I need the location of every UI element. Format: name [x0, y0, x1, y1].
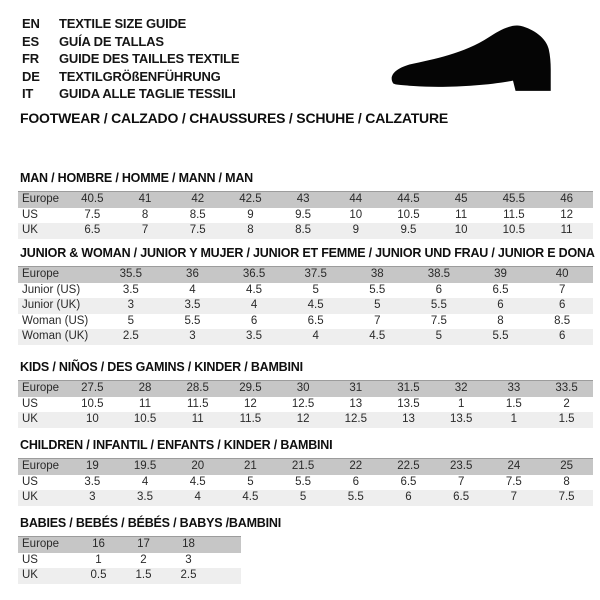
- section-title: CHILDREN / INFANTIL / ENFANTS / KINDER / BAMBINI: [20, 438, 333, 452]
- size-value: 38.5: [427, 268, 451, 280]
- size-value: 4.5: [307, 299, 324, 311]
- size-value: 10: [349, 208, 363, 221]
- size-value: 7.5: [84, 208, 101, 221]
- size-value: 11: [191, 413, 204, 425]
- size-value: 13.5: [397, 397, 420, 410]
- size-value: 12: [560, 208, 573, 221]
- size-value: 8: [497, 314, 504, 327]
- size-value: 11: [455, 208, 468, 221]
- region-label: Europe: [22, 193, 60, 205]
- size-row: [18, 329, 593, 345]
- size-value: 6: [435, 283, 443, 296]
- size-value: 40.5: [81, 193, 104, 205]
- size-value: 31: [349, 382, 363, 394]
- size-value: 1: [457, 397, 465, 410]
- language-code: DE: [22, 68, 40, 84]
- category-title: FOOTWEAR / CALZADO / CHAUSSURES / SCHUHE / CALZATURE: [20, 110, 449, 126]
- region-label: Europe: [22, 268, 60, 280]
- size-value: 5: [435, 330, 443, 342]
- size-value: 6: [352, 475, 359, 488]
- size-value: 11: [139, 397, 151, 410]
- size-value: 6.5: [307, 314, 324, 327]
- size-value: 40: [555, 268, 569, 280]
- size-value: 8: [141, 208, 149, 221]
- size-value: 4: [250, 299, 258, 311]
- size-value: 3.5: [122, 283, 139, 296]
- region-label: UK: [22, 491, 38, 503]
- language-guide-title: TEXTILGRÖßENFÜHRUNG: [59, 68, 221, 84]
- size-value: 12: [244, 397, 257, 410]
- size-value: 5.5: [369, 283, 386, 296]
- dress-shoe-icon: [386, 20, 590, 108]
- size-value: 7.5: [505, 475, 522, 488]
- size-value: 5.5: [492, 330, 509, 342]
- filler-cell: [211, 553, 241, 569]
- size-value: 46: [560, 193, 573, 205]
- language-code: EN: [22, 16, 40, 32]
- size-value: 4: [312, 330, 319, 342]
- size-value: 5: [312, 283, 319, 296]
- filler-cell: [211, 568, 241, 584]
- size-value: 5.5: [295, 475, 312, 488]
- size-value: 20: [191, 460, 205, 472]
- size-value: 25: [560, 460, 573, 472]
- size-value: 17: [137, 538, 150, 550]
- region-label: UK: [22, 413, 38, 425]
- size-value: 7: [457, 475, 465, 488]
- size-value: 5: [374, 299, 381, 311]
- size-row: [18, 298, 593, 314]
- size-value: 43: [296, 193, 310, 205]
- size-value: 6.5: [453, 491, 470, 503]
- language-row: [22, 68, 239, 86]
- region-label: Junior (UK): [22, 299, 81, 311]
- size-value: 41: [138, 193, 152, 205]
- size-value: 8: [563, 475, 570, 488]
- size-value: 5: [299, 491, 307, 503]
- size-value: 2.5: [180, 569, 197, 581]
- size-conversion-table: [18, 191, 593, 239]
- size-value: 7.5: [430, 314, 447, 327]
- language-guide-title: TEXTILE SIZE GUIDE: [59, 16, 187, 32]
- size-value: 33: [507, 382, 521, 394]
- language-guide-title: GUIDA ALLE TAGLIE TESSILI: [59, 86, 236, 102]
- size-row: [18, 314, 593, 330]
- size-value: 7: [141, 224, 149, 236]
- size-value: 42.5: [239, 193, 262, 205]
- size-value: 1.5: [135, 569, 152, 581]
- size-value: 4: [194, 491, 201, 503]
- size-value: 9: [247, 208, 254, 221]
- filler-cell: [211, 537, 241, 553]
- language-title-block: [22, 15, 239, 103]
- size-value: 3.5: [246, 330, 263, 342]
- size-value: 6: [497, 299, 504, 311]
- size-value: 1.5: [505, 397, 522, 410]
- size-value: 6: [558, 330, 566, 342]
- language-guide-title: GUÍA DE TALLAS: [59, 33, 164, 49]
- size-row: [18, 397, 593, 413]
- language-code: ES: [22, 33, 39, 49]
- size-conversion-table: [18, 458, 593, 506]
- europe-header-row: [18, 459, 593, 475]
- language-code: FR: [22, 51, 39, 67]
- size-value: 8.5: [189, 208, 206, 221]
- size-value: 12.5: [344, 413, 367, 425]
- size-value: 13.5: [449, 413, 473, 425]
- language-row: [22, 33, 239, 51]
- region-label: Europe: [22, 382, 60, 394]
- size-value: 7: [510, 491, 518, 503]
- size-value: 18: [182, 538, 195, 550]
- size-table-section: [18, 439, 593, 506]
- size-table-section: [18, 172, 593, 239]
- size-value: 45.5: [502, 193, 526, 205]
- size-value: 3: [189, 330, 196, 342]
- europe-header-row: [18, 537, 241, 553]
- size-row: [18, 208, 593, 224]
- size-value: 5.5: [184, 314, 201, 327]
- size-value: 7.5: [558, 491, 575, 503]
- size-value: 44: [349, 193, 363, 205]
- size-value: 24: [507, 460, 521, 472]
- size-value: 36.5: [242, 268, 266, 280]
- size-value: 7.5: [189, 224, 206, 236]
- section-title: MAN / HOMBRE / HOMME / MANN / MAN: [20, 171, 253, 185]
- europe-header-row: [18, 192, 593, 208]
- size-value: 37.5: [304, 268, 327, 280]
- size-value: 3: [89, 491, 96, 503]
- size-value: 10: [85, 413, 99, 425]
- size-value: 4: [189, 283, 196, 296]
- size-value: 27.5: [81, 382, 104, 394]
- size-value: 7: [374, 314, 381, 327]
- size-value: 12.5: [291, 397, 315, 410]
- size-value: 6.5: [84, 224, 101, 236]
- size-value: 1.5: [558, 413, 575, 425]
- size-value: 11.5: [239, 413, 262, 425]
- size-table-section: [18, 361, 593, 428]
- size-value: 6: [405, 491, 412, 503]
- size-value: 5: [127, 314, 135, 327]
- size-conversion-table: [18, 266, 593, 345]
- region-label: Woman (UK): [22, 330, 89, 342]
- region-label: US: [22, 475, 38, 488]
- size-value: 30: [296, 382, 310, 394]
- size-value: 9.5: [400, 224, 417, 236]
- language-code: IT: [22, 86, 34, 102]
- size-value: 21.5: [291, 460, 315, 472]
- size-value: 6.5: [492, 283, 509, 296]
- size-value: 22: [349, 460, 363, 472]
- size-value: 3.5: [137, 491, 154, 503]
- section-title: JUNIOR & WOMAN / JUNIOR Y MUJER / JUNIOR ET FEMME / JUNIOR UND FRAU / JUNIOR E DONA: [20, 246, 595, 260]
- region-label: US: [22, 208, 38, 221]
- size-value: 35.5: [119, 268, 143, 280]
- size-value: 42: [191, 193, 205, 205]
- region-label: US: [22, 553, 38, 566]
- size-value: 5.5: [430, 299, 447, 311]
- size-value: 11.5: [503, 208, 525, 221]
- size-value: 9.5: [295, 208, 312, 221]
- region-label: Europe: [22, 460, 60, 472]
- size-value: 32: [454, 382, 468, 394]
- size-value: 8: [247, 224, 254, 236]
- size-value: 10.5: [397, 208, 420, 221]
- size-value: 6: [250, 314, 258, 327]
- size-value: 19: [85, 460, 99, 472]
- size-value: 29.5: [239, 382, 262, 394]
- size-value: 1: [510, 413, 518, 425]
- size-conversion-table: [18, 536, 241, 584]
- region-label: Junior (US): [22, 283, 81, 296]
- size-value: 11.5: [186, 397, 209, 410]
- size-row: [18, 283, 593, 299]
- size-value: 5.5: [347, 491, 364, 503]
- language-row: [22, 50, 239, 68]
- region-label: UK: [22, 224, 38, 236]
- europe-header-row: [18, 381, 593, 397]
- size-value: 10.5: [81, 397, 104, 410]
- size-value: 2: [140, 553, 147, 566]
- region-label: Europe: [22, 538, 60, 550]
- size-value: 6.5: [400, 475, 417, 488]
- size-value: 0.5: [90, 569, 107, 581]
- size-row: [18, 490, 593, 506]
- size-value: 23.5: [449, 460, 473, 472]
- size-value: 3.5: [84, 475, 101, 488]
- section-title: KIDS / NIÑOS / DES GAMINS / KINDER / BAMBINI: [20, 360, 303, 374]
- region-label: UK: [22, 569, 38, 581]
- size-value: 4.5: [242, 491, 259, 503]
- language-row: [22, 85, 239, 103]
- size-row: [18, 475, 593, 491]
- size-value: 10.5: [502, 224, 526, 236]
- size-row: [18, 568, 241, 584]
- size-value: 6: [558, 299, 566, 311]
- size-conversion-table: [18, 380, 593, 428]
- size-value: 3: [127, 299, 135, 311]
- size-value: 44.5: [397, 193, 420, 205]
- size-value: 10.5: [133, 413, 157, 425]
- size-row: [18, 223, 593, 239]
- size-value: 5: [247, 475, 254, 488]
- size-value: 31.5: [397, 382, 420, 394]
- size-value: 9: [352, 224, 359, 236]
- language-guide-title: GUIDE DES TAILLES TEXTILE: [59, 51, 240, 67]
- europe-header-row: [18, 267, 593, 283]
- size-value: 39: [494, 268, 507, 280]
- size-value: 16: [92, 538, 105, 550]
- size-value: 28: [138, 382, 152, 394]
- size-value: 4.5: [246, 283, 263, 296]
- size-value: 4: [141, 475, 149, 488]
- size-row: [18, 412, 593, 428]
- size-row: [18, 553, 241, 569]
- size-value: 21: [244, 460, 257, 472]
- size-value: 22.5: [397, 460, 420, 472]
- size-value: 28.5: [186, 382, 209, 394]
- size-value: 2: [563, 397, 570, 410]
- size-value: 8.5: [554, 314, 571, 327]
- size-value: 8.5: [295, 224, 312, 236]
- size-value: 2.5: [122, 330, 139, 342]
- size-value: 13: [402, 413, 415, 425]
- size-value: 7: [558, 283, 566, 296]
- size-table-section: [18, 517, 593, 584]
- region-label: Woman (US): [22, 314, 89, 327]
- size-value: 12: [296, 413, 310, 425]
- size-value: 4.5: [369, 330, 386, 342]
- size-value: 13: [349, 397, 363, 410]
- size-value: 4.5: [189, 475, 206, 488]
- size-table-section: [18, 247, 593, 345]
- size-value: 10: [454, 224, 468, 236]
- size-value: 3: [185, 553, 192, 566]
- language-row: [22, 15, 239, 33]
- size-value: 45: [454, 193, 468, 205]
- size-value: 19.5: [133, 460, 157, 472]
- size-value: 11: [560, 224, 573, 236]
- region-label: US: [22, 397, 38, 410]
- size-value: 33.5: [555, 382, 578, 394]
- size-value: 3.5: [184, 299, 201, 311]
- size-value: 1: [95, 553, 102, 566]
- size-value: 36: [186, 268, 199, 280]
- section-title: BABIES / BEBÉS / BÉBÉS / BABYS /BAMBINI: [20, 516, 281, 530]
- size-value: 38: [370, 268, 384, 280]
